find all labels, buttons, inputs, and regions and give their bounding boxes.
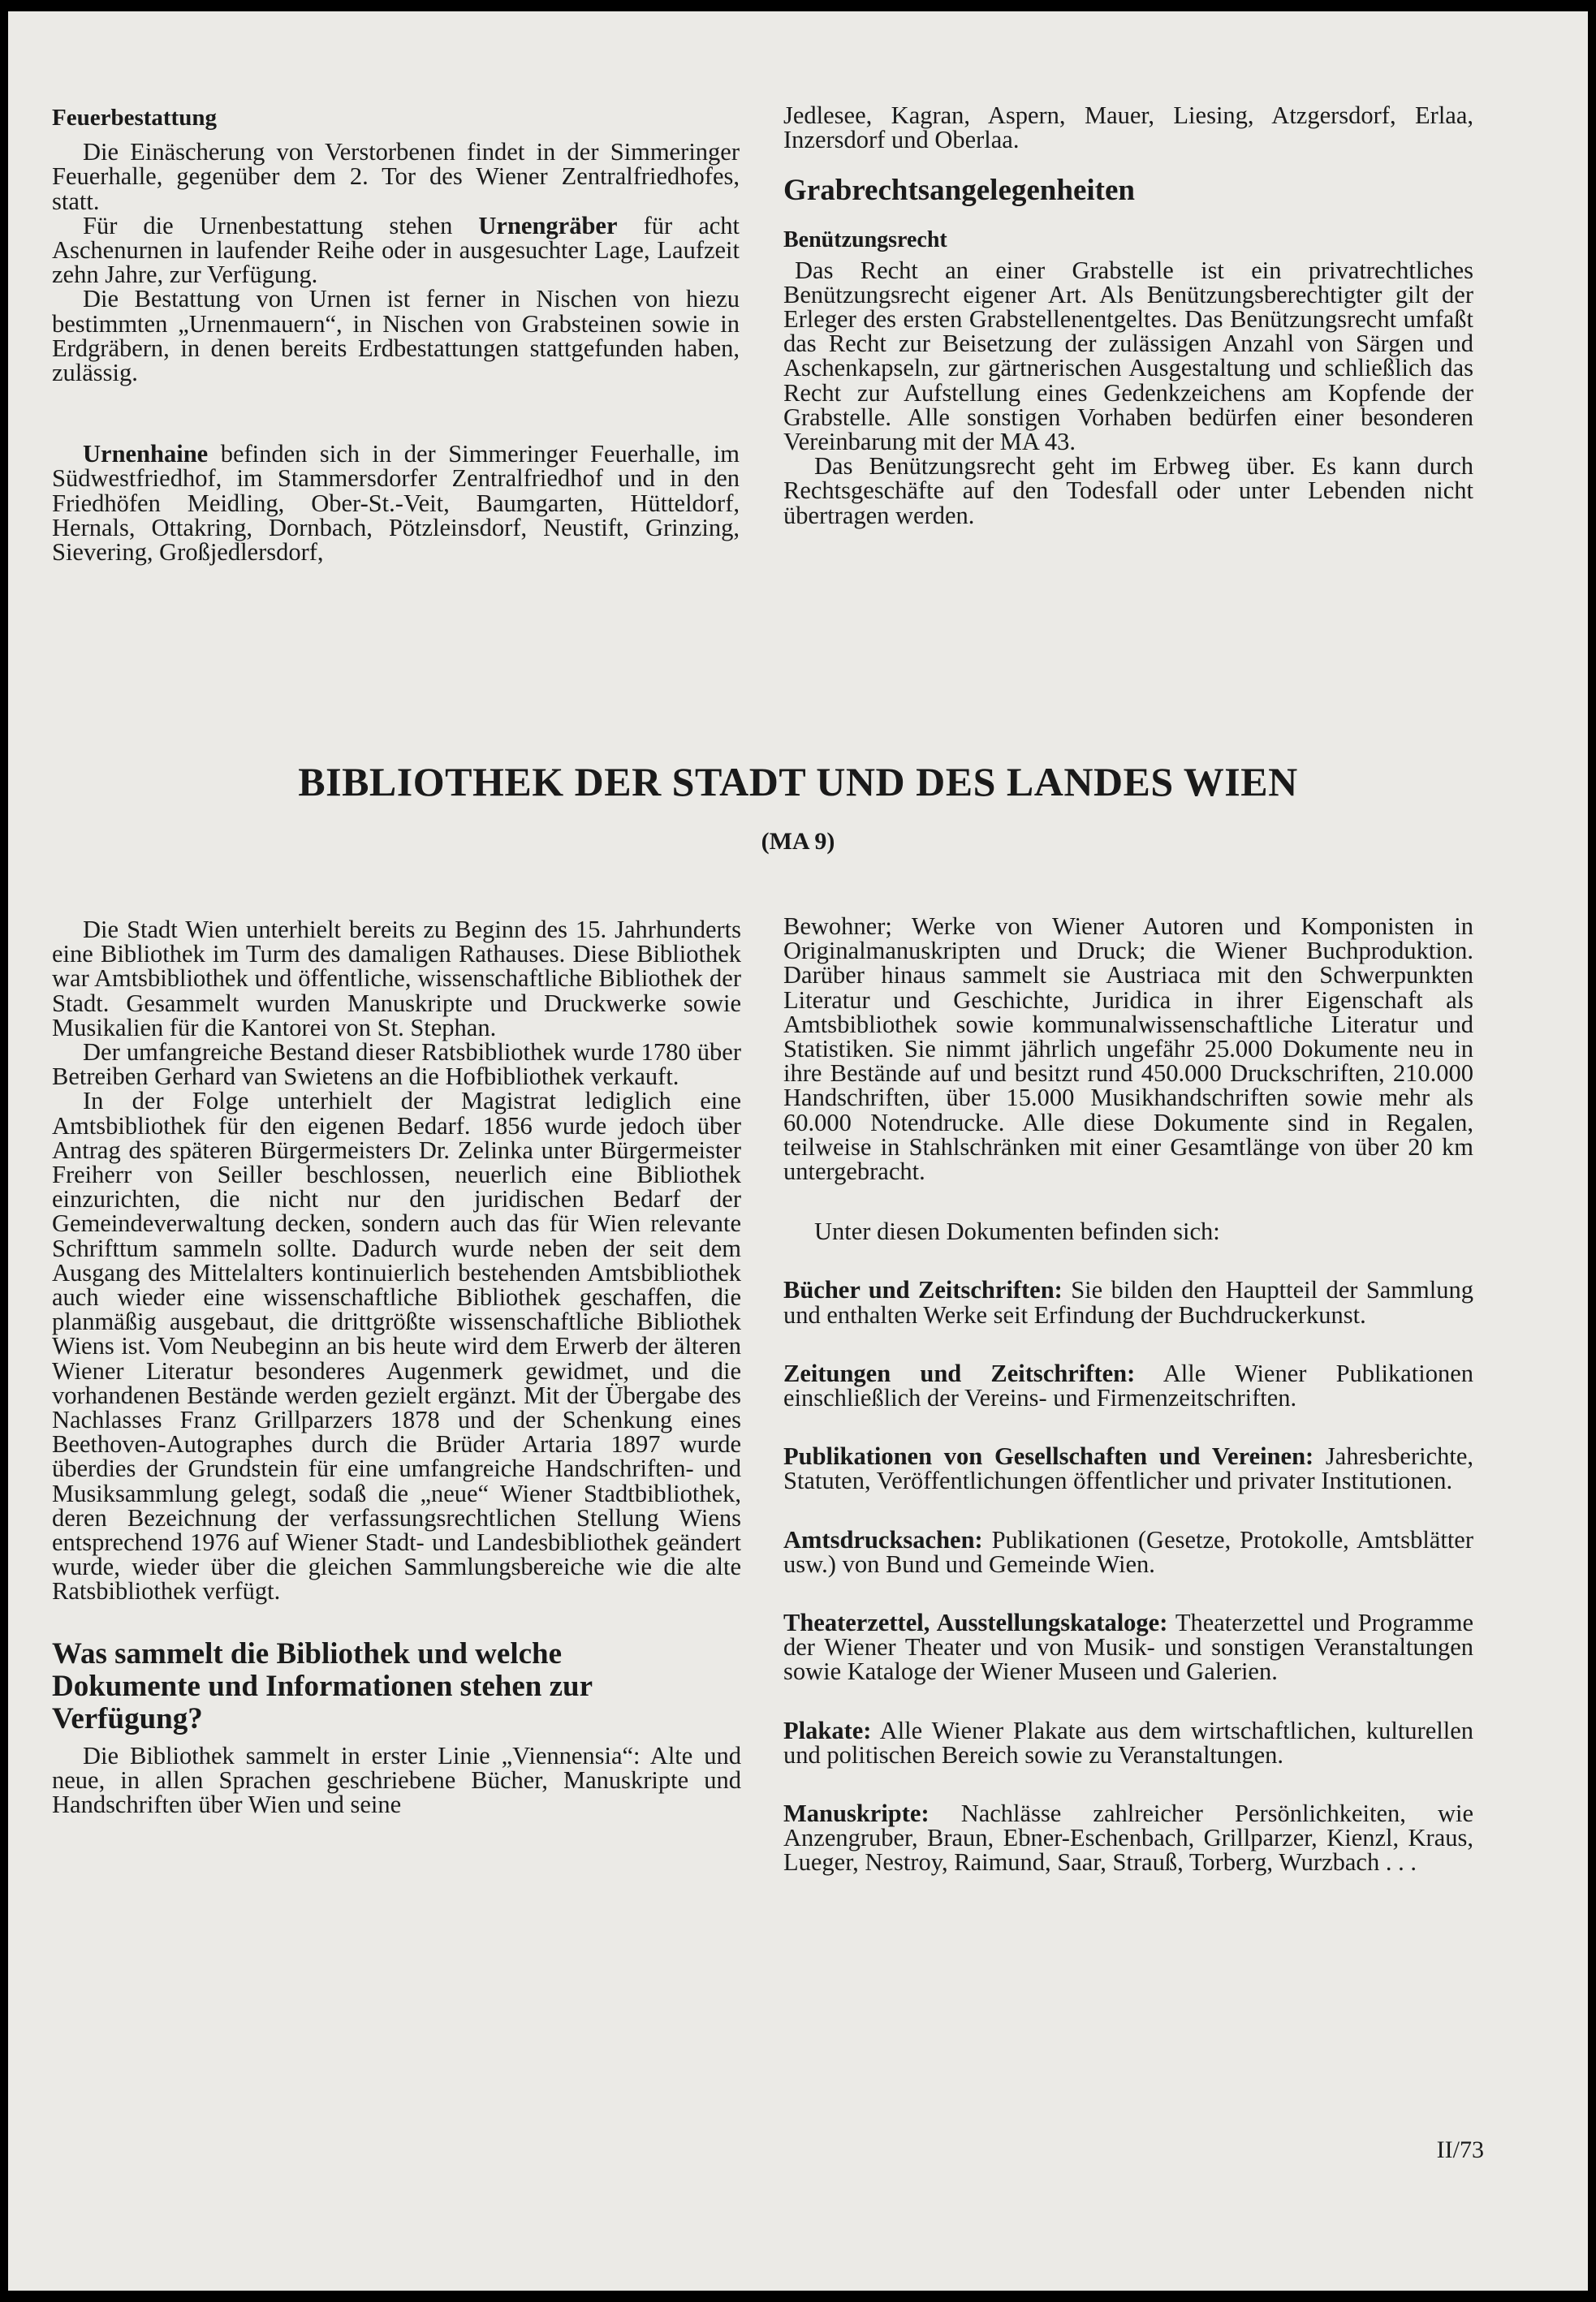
- section-title: BIBLIOTHEK DER STADT UND DES LANDES WIEN: [298, 759, 1298, 804]
- paragraph: Jedlesee, Kagran, Aspern, Mauer, Liesing, Atzgersdorf, Erlaa, Inzersdorf und Oberlaa.: [783, 101, 1473, 154]
- term: Plakate:: [783, 1716, 872, 1744]
- section-subtitle: (MA 9): [761, 828, 835, 855]
- term: Publikationen von Gesellschaften und Vereinen:: [783, 1442, 1314, 1471]
- paragraph: In der Folge unterhielt der Magistrat lediglich eine Amtsbibliothek für den eigenen Bedarf. 1856 wurde jedoch über Antrag des späteren Bürgermeisters Dr. Zelinka unter Bürgermeister Freiherr von Seiller beschlossen, neuerlich eine Bibliothek einzurichten, die nicht nur den juridischen Bedarf der Gemeindeverwaltung decken, sondern auch das für Wien relevante Schrifttum sammeln sollte. Dadurch wurde neben der seit dem Ausgang des Mittelalters kontinuierlich bestehenden Amtsbibliothek auch wieder eine wissenschaftliche Bibliothek geschaffen, die planmäßig ausgebaut, die drittgrößte wissenschaftliche Bibliothek Wiens ist. Vom Neubeginn an bis heute wird dem Erwerb der älteren Wiener Literatur besonderes Augenmerk gewidmet, und die vorhandenen Bestände werden gezielt ergänzt. Mit der Übergabe des Nachlasses Franz Grillparzers 1878 und der Schenkung eines Beethoven-Autographes durch die Brüder Artaria 1897 wurde überdies der Grundstein für eine umfangreiche Handschriften- und Musiksammlung gelegt, sodaß die „neue“ Wiener Stadtbibliothek, deren Bezeichnung der verfassungsrechtlichen Stellung Wiens entsprechend 1976 auf Wiener Stadt- und Landesbibliothek geändert wurde, wieder über die gleichen Sammlungsbereiche wie die alte Ratsbibliothek verfügt.: [52, 1087, 741, 1606]
- term: Amtsdrucksachen:: [783, 1525, 983, 1554]
- paragraph: Die Bibliothek sammelt in erster Linie „Viennensia“: Alte und neue, in allen Sprachen geschriebene Bücher, Manuskripte und Handschriften über Wien und seine: [52, 1741, 741, 1819]
- list-item: Theaterzettel, Ausstellungskataloge: Theaterzettel und Programme der Wiener Theater und von Musik- und sonstigen Veranstaltungen sowie Kataloge der Wiener Museen und Galerien.: [783, 1609, 1474, 1686]
- document-page: [8, 11, 1588, 2291]
- list-item: Bücher und Zeitschriften: Sie bilden den Hauptteil der Sammlung und enthalten Werke seit Erfindung der Buchdruckerkunst.: [783, 1276, 1473, 1329]
- page-number: II/73: [1436, 2136, 1484, 2163]
- feuerbestattung-heading: Feuerbestattung: [52, 105, 217, 131]
- paragraph: Die Bestattung von Urnen ist ferner in Nischen von hiezu bestimmten „Urnenmauern“, in Nischen von Grabsteinen sowie in Erdgräbern, in denen bereits Erdbestattungen stattgefunden haben, zulässig.: [52, 285, 740, 387]
- bottom-right-column: [783, 914, 1473, 1875]
- paragraph: Bewohner; Werke von Wiener Autoren und Komponisten in Originalmanuskripten und Druck; die Wiener Buchproduktion. Darüber hinaus sammelt sie Austriaca mit den Schwerpunkten Literatur und Geschichte, Juridica in ihrer Eigenschaft als Amtsbibliothek sowie kommunalwissenschaftliche Literatur und Statistiken. Sie nimmt jährlich ungefähr 25.000 Dokumente neu in ihre Bestände auf und besitzt rund 450.000 Druckschriften, 210.000 Handschriften, über 15.000 Musikhandschriften sowie mehr als 60.000 Notendrucke. Alle diese Dokumente sind in Regalen, teilweise in Stahlschränken mit einer Gesamtlänge von über 20 km untergebracht.: [783, 912, 1473, 1186]
- term: Urnenhaine: [83, 440, 209, 468]
- term: Urnengräber: [478, 211, 618, 239]
- collection-heading: Was sammelt die Bibliothek und welche Dokumente und Informationen stehen zur Verfügung?: [52, 1636, 593, 1735]
- benuetzungsrecht-subheading: Benützungsrecht: [783, 227, 947, 253]
- term: Manuskripte:: [783, 1800, 930, 1828]
- paragraph: Für die Urnenbestattung stehen Urnengräber für acht Aschenurnen in laufender Reihe oder in ausgesuchter Lage, Laufzeit zehn Jahre, zur Verfügung.: [52, 211, 740, 289]
- grabrecht-heading: Grabrechtsangelegenheiten: [783, 174, 1135, 208]
- paragraph: Urnenhaine befinden sich in der Simmeringer Feuerhalle, im Südwestfriedhof, im Stammersdorfer Zentralfriedhof und in den Friedhöfen Meidling, Ober-St.-Veit, Baumgarten, Hütteldorf, Hernals, Ottakring, Dornbach, Pötzleinsdorf, Neustift, Grinzing, Sievering, Großjedlersdorf,: [52, 440, 740, 567]
- top-right-column: [783, 103, 1473, 528]
- paragraph: Das Benützungsrecht geht im Erbweg über. Es kann durch Rechtsgeschäfte auf den Todesfall oder unter Lebenden nicht übertragen werden.: [783, 452, 1473, 529]
- list-item: Amtsdrucksachen: Publikationen (Gesetze, Protokolle, Amtsblätter usw.) von Bund und Gemeinde Wien.: [783, 1525, 1473, 1578]
- paragraph: Unter diesen Dokumenten befinden sich:: [814, 1218, 1220, 1246]
- list-item: Plakate: Alle Wiener Plakate aus dem wirtschaftlichen, kulturellen und politischen Bereich sowie zu Veranstaltungen.: [783, 1716, 1473, 1769]
- paragraph: Der umfangreiche Bestand dieser Ratsbibliothek wurde 1780 über Betreiben Gerhard van Swietens an die Hofbibliothek verkauft.: [52, 1038, 741, 1091]
- list-item: Publikationen von Gesellschaften und Vereinen: Jahresberichte, Statuten, Veröffentlichungen öffentlicher und privater Institutionen.: [783, 1442, 1473, 1495]
- bottom-left-column: [52, 917, 741, 1817]
- top-left-column: [52, 105, 740, 567]
- term: Zeitungen und Zeitschriften:: [783, 1359, 1136, 1387]
- paragraph: Die Einäscherung von Verstorbenen findet in der Simmeringer Feuerhalle, gegenüber dem 2. Tor des Wiener Zentralfriedhofes, statt.: [52, 138, 740, 215]
- list-item: Manuskripte: Nachlässe zahlreicher Persönlichkeiten, wie Anzengruber, Braun, Ebner-Eschenbach, Grillparzer, Kienzl, Kraus, Lueger, Nestroy, Raimund, Saar, Strauß, Torberg, Wurzbach . . .: [783, 1800, 1473, 1877]
- term: Theaterzettel, Ausstellungskataloge:: [783, 1609, 1168, 1637]
- term: Bücher und Zeitschriften:: [783, 1276, 1063, 1304]
- paragraph: Die Stadt Wien unterhielt bereits zu Beginn des 15. Jahrhunderts eine Bibliothek im Turm des damaligen Rathauses. Diese Bibliothek war Amtsbibliothek und öffentliche, wissenschaftliche Bibliothek der Stadt. Gesammelt wurden Manuskripte und Druckwerke sowie Musikalien für die Kantorei von St. Stephan.: [52, 916, 741, 1041]
- list-item: Zeitungen und Zeitschriften: Alle Wiener Publikationen einschließlich der Vereins- und Firmenzeitschriften.: [783, 1359, 1474, 1412]
- paragraph: Das Recht an einer Grabstelle ist ein privatrechtliches Benützungsrecht eigener Art. Als Benützungsberechtigter gilt der Erleger des ersten Grabstellenentgeltes. Das Benützungsrecht umfaßt das Recht zur Beisetzung der zulässigen Anzahl von Särgen und Aschenkapseln, zur gärtnerischen Ausgestaltung und schließlich das Recht zur Aufstellung eines Gedenkzeichens am Kopfende der Grabstelle. Alle sonstigen Vorhaben bedürfen einer besonderen Vereinbarung mit der MA 43.: [783, 256, 1473, 456]
